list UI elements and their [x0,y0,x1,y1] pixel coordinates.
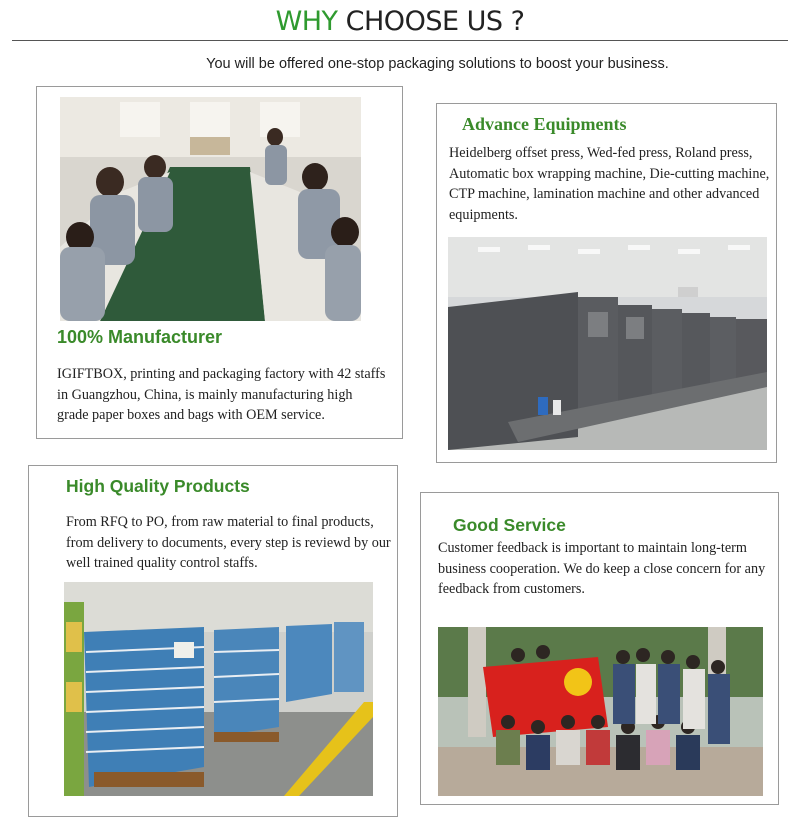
manufacturer-text: IGIFTBOX, printing and packaging factory with 42 staffs in Guangzhou, China, is mainly manufacturing high grade paper boxes and bags with OEM service. [57,366,386,423]
equipment-heading: Advance Equipments [462,114,627,134]
quality-text: From RFQ to PO, from raw material to final products, from delivery to documents, every step is reviewd by our well trained quality control staffs. [66,514,391,571]
page-subtitle: You will be offered one-stop packaging solutions to boost your business. [206,56,669,72]
manufacturer-heading: 100% Manufacturer [57,327,223,347]
factory-workers-photo [60,97,361,321]
manufacturer-card [36,86,403,439]
equipment-text: Heidelberg offset press, Wed-fed press, Roland press, Automatic box wrapping machine, Die-cutting machine, CTP machine, lamination machine and other advanced equipments. [449,145,770,223]
equipment-card [436,103,777,463]
title-divider [12,40,788,41]
title-choose-us: CHOOSE US ? [345,6,525,37]
printing-press-photo [448,237,767,450]
quality-heading: High Quality Products [66,476,250,496]
warehouse-pallets-photo [64,582,373,796]
service-text: Customer feedback is important to maintain long-term business cooperation. We do keep a close concern for any feedback from customers. [438,540,766,597]
service-heading: Good Service [453,515,566,535]
team-flag-photo [438,627,763,796]
service-card [420,492,779,805]
page-title [0,6,800,37]
quality-card [28,465,398,817]
title-why: WHY [275,6,338,37]
